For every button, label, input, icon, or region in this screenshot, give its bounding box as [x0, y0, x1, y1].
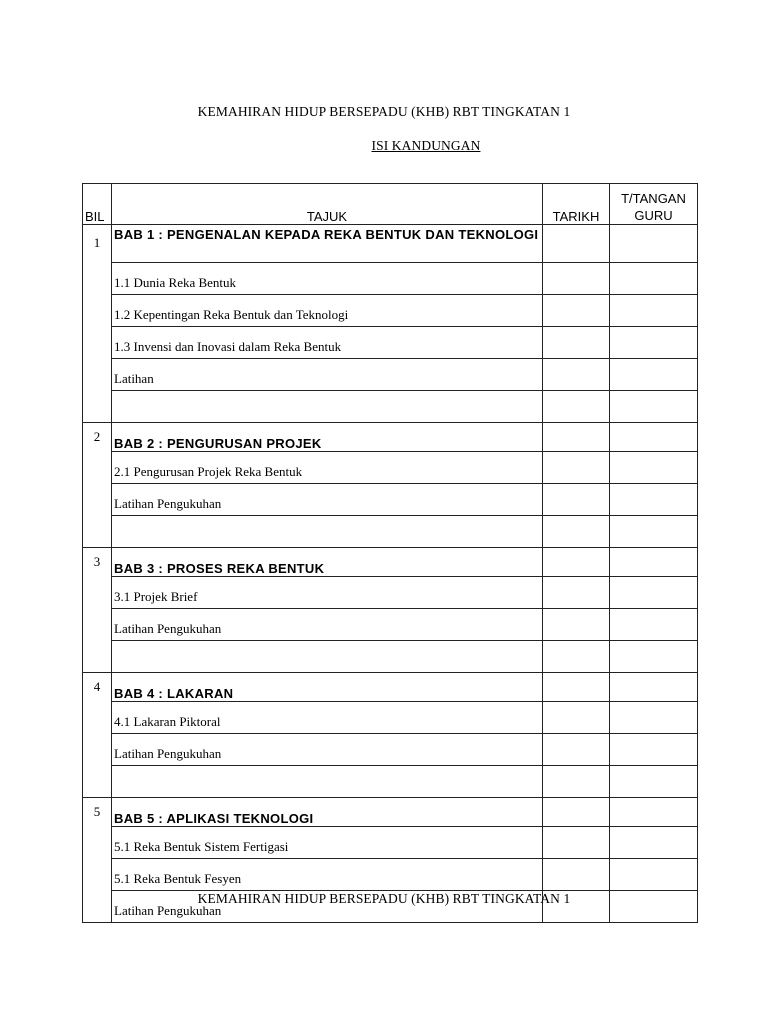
- chapter-number: 2: [83, 423, 112, 548]
- topic-title: 4.1 Lakaran Piktoral: [112, 702, 543, 734]
- tandatangan-cell: [610, 609, 698, 641]
- tarikh-cell: [543, 798, 610, 827]
- tarikh-cell: [543, 702, 610, 734]
- topic-title: 1.2 Kepentingan Reka Bentuk dan Teknologi: [112, 295, 543, 327]
- tarikh-cell: [543, 859, 610, 891]
- topic-row: [83, 263, 698, 295]
- tarikh-cell: [543, 673, 610, 702]
- tandatangan-cell: [610, 766, 698, 798]
- tandatangan-cell: [610, 827, 698, 859]
- tarikh-cell: [543, 225, 610, 263]
- chapter-number: 5: [83, 798, 112, 923]
- topic-title: Latihan: [112, 359, 543, 391]
- topic-title: 2.1 Pengurusan Projek Reka Bentuk: [112, 452, 543, 484]
- topic-title: [112, 391, 543, 423]
- topic-row: [83, 452, 698, 484]
- tarikh-cell: [543, 516, 610, 548]
- chapter-number: 3: [83, 548, 112, 673]
- topic-row: [83, 391, 698, 423]
- tarikh-cell: [543, 263, 610, 295]
- topic-row: [83, 641, 698, 673]
- table-body: [83, 225, 698, 923]
- topic-title: 1.1 Dunia Reka Bentuk: [112, 263, 543, 295]
- topic-title: 5.1 Reka Bentuk Sistem Fertigasi: [112, 827, 543, 859]
- topic-row: [83, 516, 698, 548]
- topic-title: Latihan Pengukuhan: [112, 609, 543, 641]
- topic-title: [112, 641, 543, 673]
- tarikh-cell: [543, 827, 610, 859]
- chapter-title: BAB 4 : LAKARAN: [112, 673, 543, 702]
- tarikh-cell: [543, 359, 610, 391]
- topic-title: Latihan Pengukuhan: [112, 734, 543, 766]
- topic-row: [83, 859, 698, 891]
- tarikh-cell: [543, 327, 610, 359]
- topic-row: [83, 702, 698, 734]
- chapter-title: BAB 2 : PENGURUSAN PROJEK: [112, 423, 543, 452]
- document-footer-title: KEMAHIRAN HIDUP BERSEPADU (KHB) RBT TINGKATAN 1: [197, 891, 571, 906]
- topic-row: [83, 327, 698, 359]
- tarikh-cell: [543, 391, 610, 423]
- tandatangan-cell: [610, 452, 698, 484]
- chapter-number: 1: [83, 225, 112, 423]
- tarikh-cell: [543, 577, 610, 609]
- contents-table: [82, 183, 698, 923]
- tandatangan-cell: [610, 734, 698, 766]
- topic-row: [83, 577, 698, 609]
- chapter-row: [83, 423, 698, 452]
- chapter-row: [83, 798, 698, 827]
- table-header-row: [83, 184, 698, 225]
- chapter-number: 4: [83, 673, 112, 798]
- topic-title: [112, 766, 543, 798]
- tandatangan-cell: [610, 263, 698, 295]
- tandatangan-cell: [610, 577, 698, 609]
- tarikh-cell: [543, 766, 610, 798]
- chapter-row: [83, 548, 698, 577]
- column-header-tandatangan: T/TANGAN GURU: [610, 184, 698, 225]
- tarikh-cell: [543, 423, 610, 452]
- topic-row: [83, 734, 698, 766]
- topic-title: 1.3 Invensi dan Inovasi dalam Reka Bentuk: [112, 327, 543, 359]
- tandatangan-cell: [610, 702, 698, 734]
- column-header-tajuk: TAJUK: [112, 184, 543, 225]
- tandatangan-cell: [610, 484, 698, 516]
- tarikh-cell: [543, 548, 610, 577]
- chapter-row: [83, 673, 698, 702]
- tandatangan-cell: [610, 641, 698, 673]
- chapter-title: BAB 5 : APLIKASI TEKNOLOGI: [112, 798, 543, 827]
- tandatangan-cell: [610, 798, 698, 827]
- tarikh-cell: [543, 295, 610, 327]
- document-title: KEMAHIRAN HIDUP BERSEPADU (KHB) RBT TINGKATAN 1: [197, 104, 571, 119]
- topic-row: [83, 609, 698, 641]
- topic-title: 5.1 Reka Bentuk Fesyen: [112, 859, 543, 891]
- tarikh-cell: [543, 452, 610, 484]
- column-header-tarikh: TARIKH: [543, 184, 610, 225]
- topic-title: Latihan Pengukuhan: [112, 891, 543, 923]
- topic-title: 3.1 Projek Brief: [112, 577, 543, 609]
- tarikh-cell: [543, 734, 610, 766]
- chapter-title: BAB 3 : PROSES REKA BENTUK: [112, 548, 543, 577]
- topic-row: [83, 484, 698, 516]
- tandatangan-cell: [610, 516, 698, 548]
- tandatangan-cell: [610, 859, 698, 891]
- topic-title: Latihan Pengukuhan: [112, 484, 543, 516]
- topic-row: [83, 766, 698, 798]
- tandatangan-cell: [610, 548, 698, 577]
- tarikh-cell: [543, 484, 610, 516]
- chapter-row: [83, 225, 698, 263]
- column-header-bil: BIL: [83, 184, 112, 225]
- tandatangan-cell: [610, 327, 698, 359]
- tandatangan-cell: [610, 295, 698, 327]
- chapter-title: BAB 1 : PENGENALAN KEPADA REKA BENTUK DAN TEKNOLOGI: [112, 225, 543, 263]
- tandatangan-cell: [610, 673, 698, 702]
- document-subtitle: ISI KANDUNGAN: [371, 138, 481, 153]
- tandatangan-cell: [610, 391, 698, 423]
- tandatangan-cell: [610, 359, 698, 391]
- tarikh-cell: [543, 641, 610, 673]
- tandatangan-cell: [610, 423, 698, 452]
- topic-row: [83, 827, 698, 859]
- tarikh-cell: [543, 609, 610, 641]
- topic-row: [83, 359, 698, 391]
- topic-row: [83, 295, 698, 327]
- topic-title: [112, 516, 543, 548]
- tandatangan-cell: [610, 225, 698, 263]
